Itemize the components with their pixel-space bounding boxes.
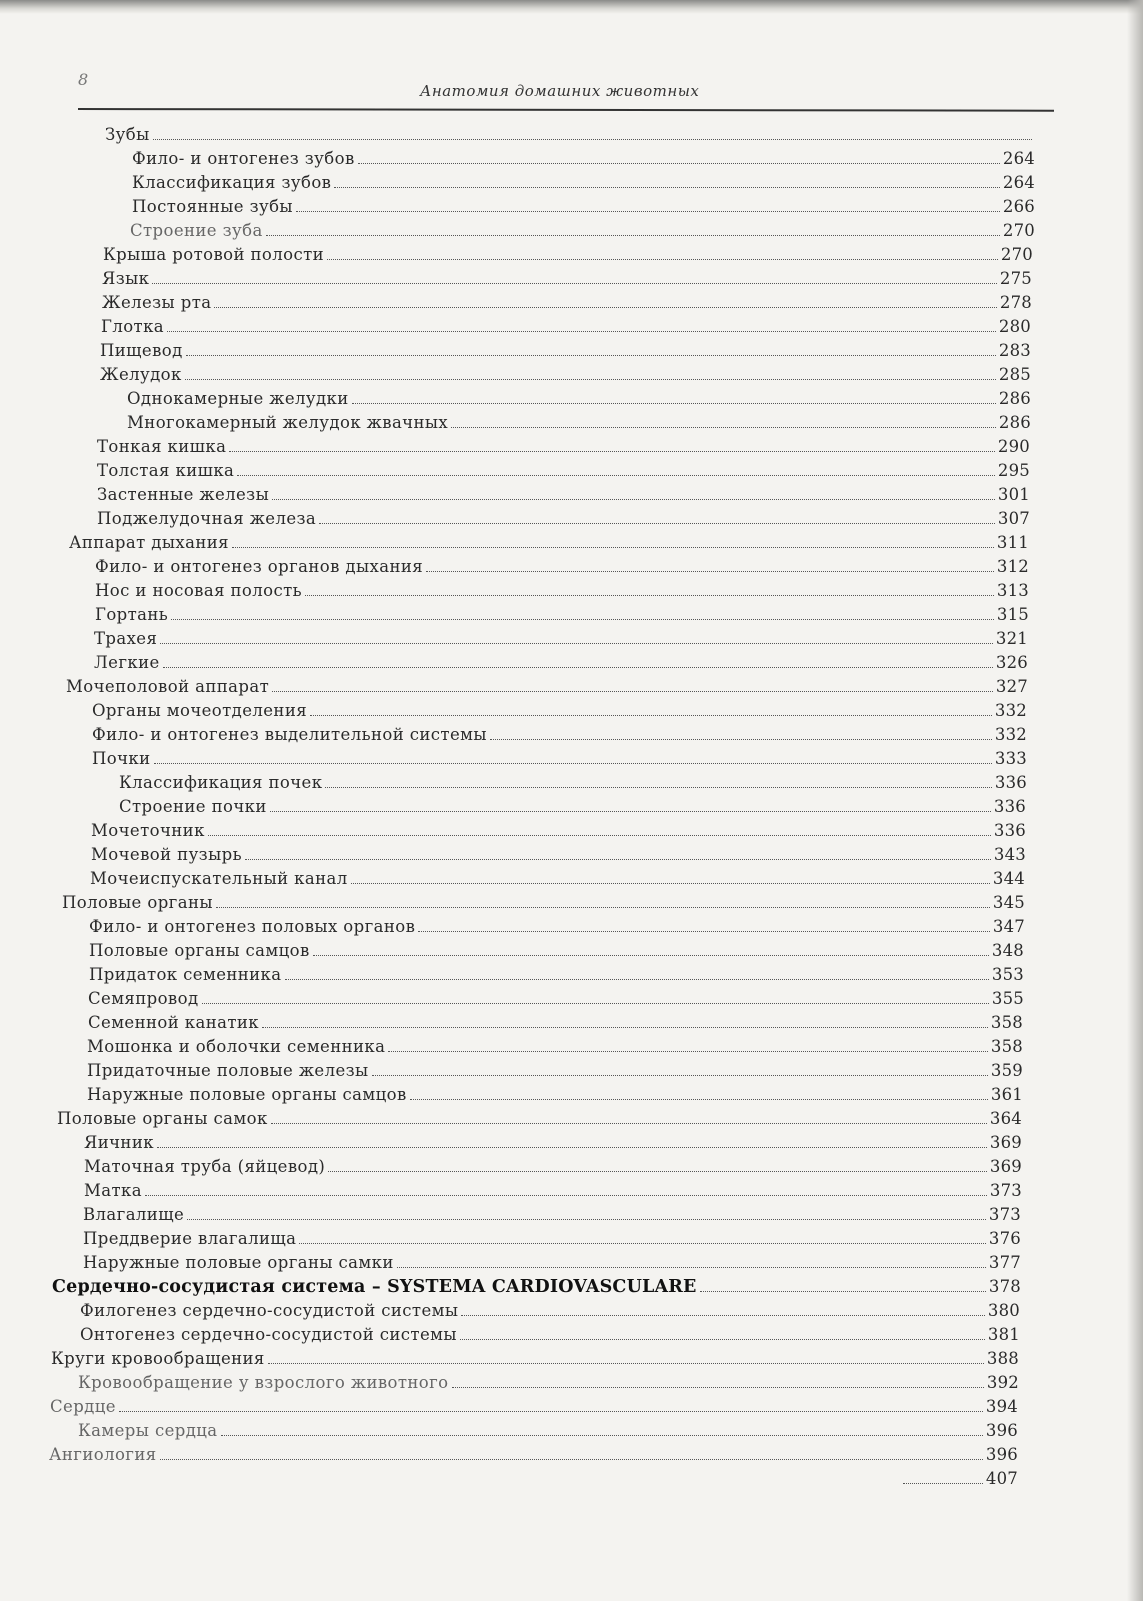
toc-entry-page: 358 [990,1013,1023,1032]
toc-entry-page: 286 [998,389,1031,408]
toc-entry-page: 326 [995,653,1028,672]
toc-entry-title: Язык [102,269,150,288]
toc-entry-page: 264 [1002,173,1035,192]
toc-dot-leader [452,1387,984,1388]
toc-dot-leader [245,859,991,860]
toc-entry-page: 396 [985,1445,1018,1464]
toc-dot-leader [232,547,994,548]
toc-entry [105,125,1035,149]
toc-dot-leader [700,1291,986,1292]
toc-entry-page: 388 [986,1349,1019,1368]
toc-entry-title: Мочеиспускательный канал [90,869,348,888]
toc-entry [95,605,1029,629]
toc-dot-leader [171,619,994,620]
toc-dot-leader [266,235,1000,236]
toc-dot-leader [214,307,996,308]
toc-entry-title: Мошонка и оболочки семенника [87,1037,386,1056]
toc-entry-title: Маточная труба (яйцевод) [84,1157,326,1176]
toc-entry [57,1109,1022,1133]
toc-dot-leader [334,187,1000,188]
toc-dot-leader [152,283,997,284]
toc-entry-page: 369 [989,1133,1022,1152]
toc-entry-page: 396 [985,1421,1018,1440]
toc-dot-leader [160,1459,983,1460]
toc-dot-leader [319,523,995,524]
toc-entry-page: 266 [1002,197,1035,216]
toc-entry [87,1085,1023,1109]
toc-entry [84,1157,1022,1181]
toc-entry-title: Постоянные зубы [132,197,293,216]
toc-dot-leader [185,379,996,380]
toc-entry-title: Почки [92,749,151,768]
toc-entry [97,437,1030,461]
toc-entry [97,485,1030,509]
toc-entry [119,773,1027,797]
toc-entry [84,1133,1022,1157]
toc-dot-leader [145,1195,987,1196]
toc-dot-leader [358,163,1000,164]
toc-dot-leader [299,1243,986,1244]
toc-entry-page: 343 [993,845,1026,864]
toc-entry-title: Влагалище [83,1205,185,1224]
toc-entry-page: 359 [990,1061,1023,1080]
toc-dot-leader [285,979,989,980]
toc-entry-page: 364 [989,1109,1022,1128]
toc-entry-page: 327 [995,677,1028,696]
toc-entry-page: 321 [995,629,1028,648]
toc-entry-title: Фило- и онтогенез половых органов [89,917,416,936]
toc-entry [69,533,1029,557]
toc-entry-title: Фило- и онтогенез зубов [132,149,355,168]
toc-entry [127,389,1031,413]
toc-dot-leader [352,403,996,404]
toc-entry-title: Половые органы самок [57,1109,268,1128]
running-head: Анатомия домашних животных [420,82,700,100]
toc-entry-title: Фило- и онтогенез органов дыхания [95,557,424,576]
toc-entry-title: Придаток семенника [89,965,282,984]
toc-entry-title: Строение зуба [130,221,263,240]
toc-entry-page: 392 [986,1373,1019,1392]
toc-entry-page: 394 [985,1397,1018,1416]
scan-edge-shadow-top [0,0,1143,14]
toc-entry [94,629,1028,653]
toc-entry-title: Аппарат дыхания [69,533,229,552]
toc-entry-page: 347 [992,917,1025,936]
toc-dot-leader [310,715,992,716]
toc-entry-title: Глотка [101,317,165,336]
toc-dot-leader [272,691,993,692]
toc-entry [103,245,1033,269]
toc-entry-title: Желудок [100,365,182,384]
toc-entry [78,1373,1019,1397]
toc-dot-leader [153,139,1032,140]
toc-dot-leader [271,1123,987,1124]
toc-entry [97,509,1030,533]
toc-entry-page: 336 [994,773,1027,792]
toc-entry [49,1445,1018,1469]
toc-entry-title: Органы мочеотделения [92,701,308,720]
toc-entry [80,1301,1020,1325]
toc-entry-title: Железы рта [102,293,212,312]
toc-dot-leader [154,763,992,764]
toc-entry-page: 312 [996,557,1029,576]
toc-entry-page: 286 [998,413,1031,432]
toc-dot-leader [328,1171,987,1172]
page-number: 8 [78,70,89,89]
toc-entry-title: Кровообращение у взрослого животного [78,1373,449,1392]
toc-entry [132,173,1035,197]
toc-entry-title: Семяпровод [88,989,199,1008]
toc-entry [91,821,1026,845]
toc-entry-title: Онтогенез сердечно-сосудистой системы [80,1325,457,1344]
toc-entry-title: Толстая кишка [97,461,235,480]
toc-dot-leader [157,1147,987,1148]
toc-entry-title: Половые органы самцов [89,941,310,960]
toc-entry-page: 278 [999,293,1032,312]
toc-entry [89,965,1024,989]
toc-entry-title: Поджелудочная железа [97,509,317,528]
toc-entry-page: 332 [994,725,1027,744]
toc-dot-leader [229,451,995,452]
toc-entry-title: Мочеполовой аппарат [66,677,270,696]
toc-entry-title: Круги кровообращения [51,1349,265,1368]
toc-entry-title: Мочевой пузырь [91,845,242,864]
toc-dot-leader [418,931,990,932]
toc-entry [89,917,1025,941]
toc-entry [100,365,1031,389]
toc-entry-page: 378 [988,1277,1021,1296]
toc-entry-title: Нос и носовая полость [95,581,303,600]
toc-dot-leader [202,1003,989,1004]
toc-entry-page: 369 [989,1157,1022,1176]
toc-dot-leader [272,499,995,500]
toc-entry-title: Однокамерные желудки [127,389,349,408]
toc-entry-title: Матка [84,1181,143,1200]
toc-entry [87,1037,1023,1061]
toc-entry-page: 345 [992,893,1025,912]
toc-entry-page: 377 [988,1253,1021,1272]
toc-entry-page: 264 [1002,149,1035,168]
toc-entry-page: 283 [998,341,1031,360]
toc-entry-page: 311 [996,533,1029,552]
toc-entry-title: Пищевод [100,341,183,360]
toc-entry-title: Мочеточник [91,821,205,840]
toc-entry-page: 348 [991,941,1024,960]
toc-entry [88,989,1024,1013]
toc-entry-page: 301 [997,485,1030,504]
toc-entry-title: Крыша ротовой полости [103,245,325,264]
toc-entry-title: Многокамерный желудок жвачных [127,413,449,432]
toc-entry [95,557,1029,581]
toc-dot-leader [237,475,995,476]
toc-entry [101,317,1031,341]
toc-entry [88,1013,1023,1037]
toc-entry [130,221,1035,245]
toc-dot-leader [119,1411,983,1412]
toc-entry [66,677,1028,701]
toc-entry [83,1205,1021,1229]
toc-entry [90,869,1025,893]
toc-entry [80,1325,1020,1349]
toc-entry [119,797,1026,821]
toc-entry-page: 285 [998,365,1031,384]
toc-dot-leader [490,739,992,740]
toc-entry-title: Ангиология [49,1445,157,1464]
toc-dot-leader [410,1099,988,1100]
toc-entry [84,1181,1022,1205]
toc-entry-title: Филогенез сердечно-сосудистой системы [80,1301,459,1320]
toc-dot-leader [268,1363,984,1364]
toc-entry-page: 270 [1002,221,1035,240]
header-rule [78,108,1054,111]
toc-entry-title: Камеры сердца [78,1421,218,1440]
toc-entry-page: 353 [991,965,1024,984]
toc-entry-page: 407 [985,1469,1018,1488]
toc-entry-page: 361 [990,1085,1023,1104]
toc-entry [97,461,1030,485]
toc-entry-page: 344 [992,869,1025,888]
toc-entry-title: Классификация зубов [132,173,332,192]
toc-entry [127,413,1031,437]
toc-dot-leader [160,643,993,644]
toc-dot-leader [388,1051,988,1052]
toc-entry-title: Зубы [105,125,150,144]
toc-entry-title: Придаточные половые железы [87,1061,369,1080]
toc-dot-leader [216,907,990,908]
toc-dot-leader [296,211,1000,212]
scan-edge-shadow-right [1127,0,1143,1601]
toc-entry-page: 336 [993,797,1026,816]
toc-entry-title: Фило- и онтогенез выделительной системы [92,725,487,744]
toc-dot-leader [461,1315,985,1316]
toc-entry-title: Классификация почек [119,773,323,792]
toc-entry-title: Семенной канатик [88,1013,259,1032]
toc-entry-page: 358 [990,1037,1023,1056]
toc-entry-page: 275 [999,269,1032,288]
toc-entry-title: Гортань [95,605,169,624]
toc-entry-title: Легкие [94,653,160,672]
toc-entry-title: Половые органы [62,893,213,912]
toc-entry [132,149,1035,173]
toc-entry-title: Сердечно-сосудистая система – SYSTEMA CARDIOVASCULARE [52,1277,697,1297]
toc-entry [102,269,1032,293]
toc-dot-leader [426,571,994,572]
toc-entry [92,749,1027,773]
toc-entry-title: Тонкая кишка [97,437,227,456]
toc-entry [50,1397,1018,1421]
toc-entry-page: 295 [997,461,1030,480]
toc-dot-leader [351,883,990,884]
toc-entry-page: 313 [996,581,1029,600]
toc-entry-page: 307 [997,509,1030,528]
toc-entry-title: Наружные половые органы самки [83,1253,394,1272]
toc-dot-leader [221,1435,983,1436]
toc-entry-title: Яичник [84,1133,154,1152]
toc-entry-page: 333 [994,749,1027,768]
toc-dot-leader [305,595,994,596]
toc-entry [900,1469,1018,1493]
toc-entry-title: Преддверие влагалища [83,1229,297,1248]
toc-entry-title: Строение почки [119,797,267,816]
toc-entry-page: 336 [993,821,1026,840]
toc-entry [91,845,1026,869]
toc-entry-title: Застенные железы [97,485,270,504]
toc-entry [95,581,1029,605]
toc-entry-page: 270 [1000,245,1033,264]
toc-dot-leader [372,1075,988,1076]
toc-dot-leader [397,1267,986,1268]
toc-entry [132,197,1035,221]
toc-dot-leader [187,1219,986,1220]
toc-entry-page: 280 [998,317,1031,336]
toc-entry [62,893,1025,917]
toc-entry-page: 373 [988,1205,1021,1224]
toc-dot-leader [163,667,993,668]
toc-dot-leader [451,427,996,428]
toc-dot-leader [313,955,989,956]
toc-entry [92,701,1027,725]
toc-entry [83,1229,1021,1253]
toc-entry-page: 373 [989,1181,1022,1200]
toc-dot-leader [186,355,996,356]
toc-entry-page: 381 [987,1325,1020,1344]
toc-dot-leader [262,1027,988,1028]
toc-entry [100,341,1031,365]
toc-entry-page: 332 [994,701,1027,720]
toc-dot-leader [327,259,998,260]
toc-dot-leader [460,1339,985,1340]
toc-dot-leader [167,331,996,332]
toc-entry [94,653,1028,677]
toc-entry-title: Сердце [50,1397,116,1416]
toc-entry-title: Наружные половые органы самцов [87,1085,407,1104]
toc-entry [87,1061,1023,1085]
toc-entry-page: 380 [987,1301,1020,1320]
toc-dot-leader [270,811,991,812]
toc-entry-page: 376 [988,1229,1021,1248]
toc-entry-page: 355 [991,989,1024,1008]
toc-entry [89,941,1024,965]
toc-dot-leader [903,1483,983,1484]
toc-entry [52,1277,1021,1301]
toc-entry [83,1253,1021,1277]
toc-entry [92,725,1027,749]
toc-dot-leader [208,835,991,836]
toc-entry-title: Трахея [94,629,158,648]
toc-entry [51,1349,1019,1373]
toc-entry [102,293,1032,317]
toc-entry-page: 315 [996,605,1029,624]
toc-entry-page: 290 [997,437,1030,456]
toc-dot-leader [325,787,991,788]
toc-entry [78,1421,1018,1445]
